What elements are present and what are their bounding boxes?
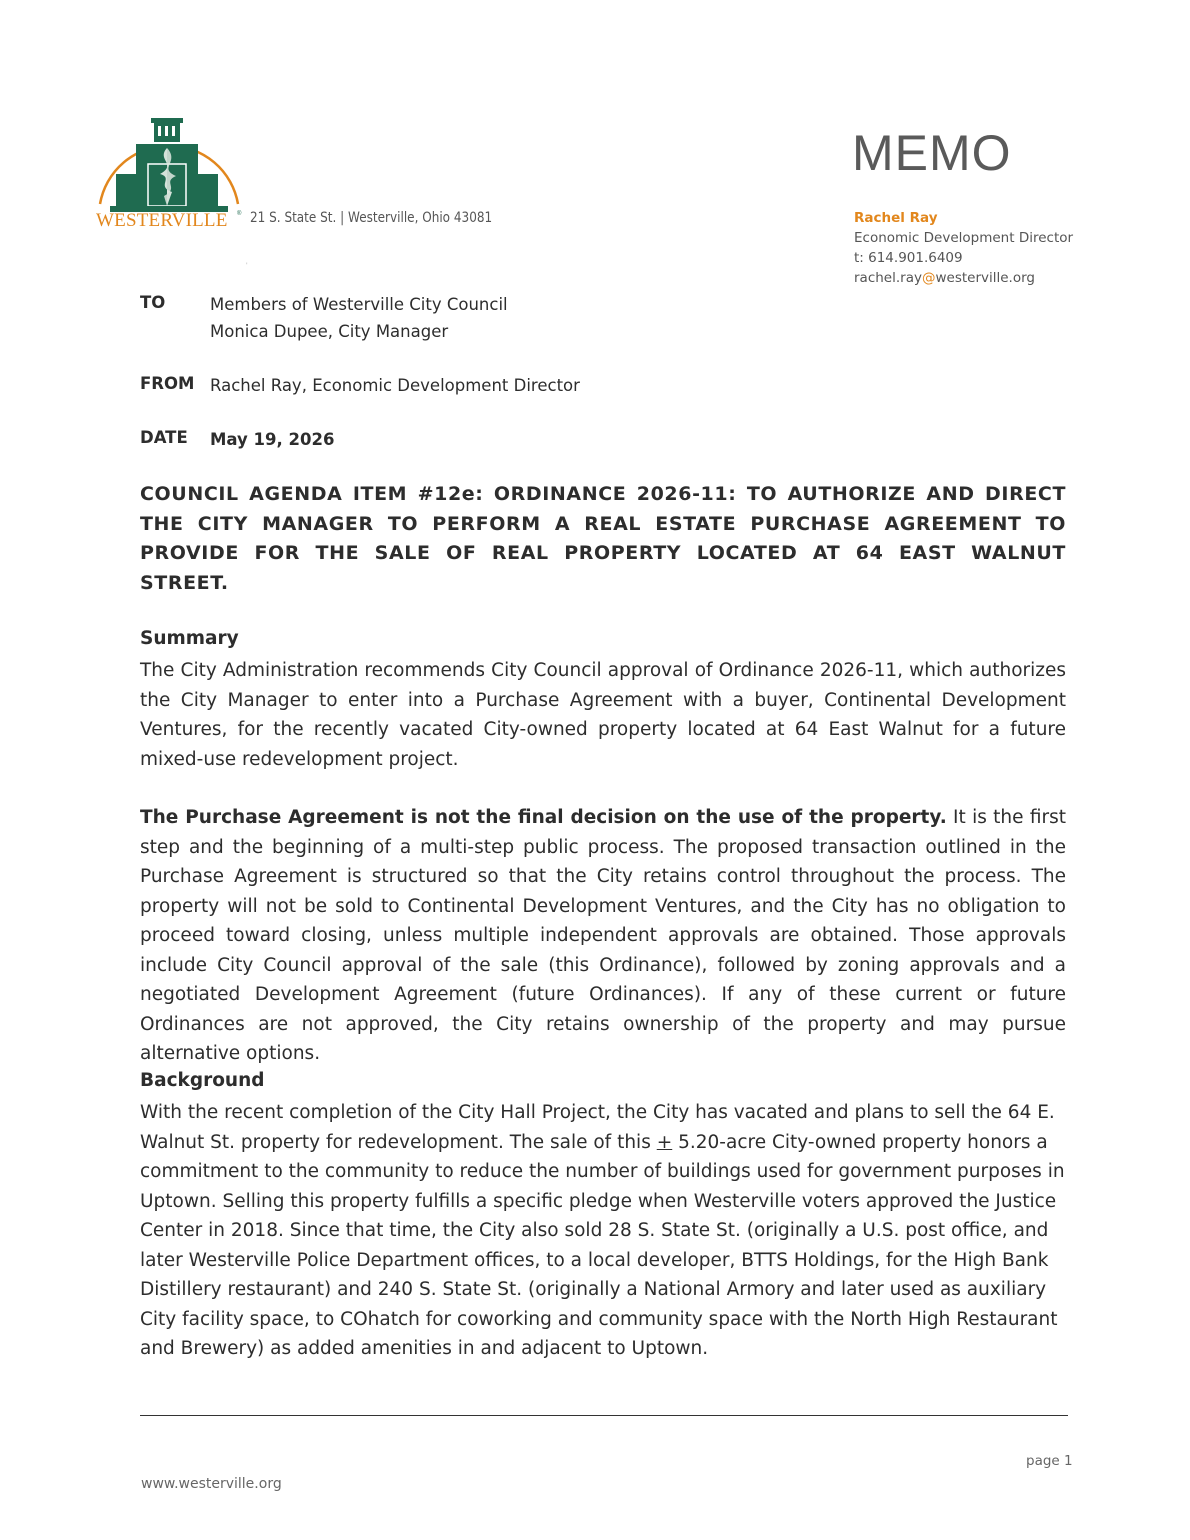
purchase-agreement-lead: The Purchase Agreement is not the final decision on the use of the property. xyxy=(140,807,947,828)
to-recipient-1: Members of Westerville City Council xyxy=(210,295,508,314)
email-at-symbol: @ xyxy=(921,270,936,286)
plus-minus-symbol: + xyxy=(656,1131,673,1153)
background-paragraph xyxy=(140,1098,1066,1364)
background-heading: Background xyxy=(140,1070,265,1091)
to-recipients xyxy=(210,291,508,345)
to-recipient-2: Monica Dupee, City Manager xyxy=(210,322,449,341)
westerville-logo xyxy=(96,112,246,232)
date-value: May 19, 2026 xyxy=(210,430,335,449)
summary-paragraph: The City Administration recommends City Council approval of Ordinance 2026-11, which authorizes the City Manager to enter into a Purchase Agreement with a buyer, Continental Development Ventures, for the recently vacated City-owned property located at 64 East Walnut for a future mixed-use redevelopment project. xyxy=(140,660,1066,770)
letterhead-address: 21 S. State St. | Westerville, Ohio 43081 xyxy=(250,210,493,226)
svg-text:®: ® xyxy=(237,211,242,217)
summary-heading: Summary xyxy=(140,628,239,649)
contact-title: Economic Development Director xyxy=(854,230,1074,246)
from-value: Rachel Ray, Economic Development Director xyxy=(210,376,580,395)
footer-website[interactable]: www.westerville.org xyxy=(141,1476,282,1492)
background-text-2: 5.20-acre City-owned property honors a commitment to the community to reduce the number of buildings used for government purposes in Uptown. Selling this property fulfills a specific pledge when Westerville voters approved the Justice Center in 2018. Since that time, the City also sold 28 S. State St. (originally a U.S. post office, and later Westerville Police Department offices, to a local developer, BTTS Holdings, for the High Bank Distillery restaurant) and 240 S. State St. (originally a National Armory and later used as auxiliary City facility space, to COhatch for coworking and community space with the North High Restaurant and Brewery) as added amenities in and adjacent to Uptown. xyxy=(140,1131,1065,1359)
agenda-item-title: COUNCIL AGENDA ITEM #12e: ORDINANCE 2026-11: TO AUTHORIZE AND DIRECT THE CITY MANAGER TO PERFORM A REAL ESTATE PURCHASE AGREEMENT TO PROVIDE FOR THE SALE OF REAL PROPERTY LOCATED AT 64 EAST WALNUT STREET. xyxy=(140,483,1066,594)
contact-phone: t: 614.901.6409 xyxy=(854,250,963,266)
to-label: TO xyxy=(140,293,166,312)
email-domain: westerville.org xyxy=(935,270,1035,286)
svg-text:WESTERVILLE: WESTERVILLE xyxy=(96,210,228,231)
contact-block xyxy=(854,208,1073,288)
background-text-1: With the recent completion of the City Hall Project, the City has vacated and plans to sell the 64 E. Walnut St. property for redevelopment. The sale of this xyxy=(140,1102,1055,1153)
from-label: FROM xyxy=(140,374,195,393)
page-number: page 1 xyxy=(1026,1453,1073,1469)
memo-title: MEMO xyxy=(852,125,1012,181)
purchase-agreement-body: It is the first step and the beginning of a multi-step public process. The proposed transaction outlined in the Purchase Agreement is structured so that the City retains control throughout the process. The property will not be sold to Continental Development Ventures, and the City has no obligation to proceed toward closing, unless multiple independent approvals are obtained. Those approvals include City Council approval of the sale (this Ordinance), followed by zoning approvals and a negotiated Development Agreement (future Ordinances). If any of these current or future Ordinances are not approved, the City retains ownership of the property and may pursue alternative options. xyxy=(140,807,1066,1064)
westerville-logo-graphic xyxy=(96,112,246,232)
decorative-dot: ' xyxy=(246,262,248,269)
purchase-agreement-paragraph xyxy=(140,803,1066,1069)
contact-email[interactable] xyxy=(854,268,1073,288)
email-user: rachel.ray xyxy=(854,270,922,286)
date-label: DATE xyxy=(140,428,188,447)
footer-divider xyxy=(140,1415,1068,1416)
contact-name: Rachel Ray xyxy=(854,210,938,226)
